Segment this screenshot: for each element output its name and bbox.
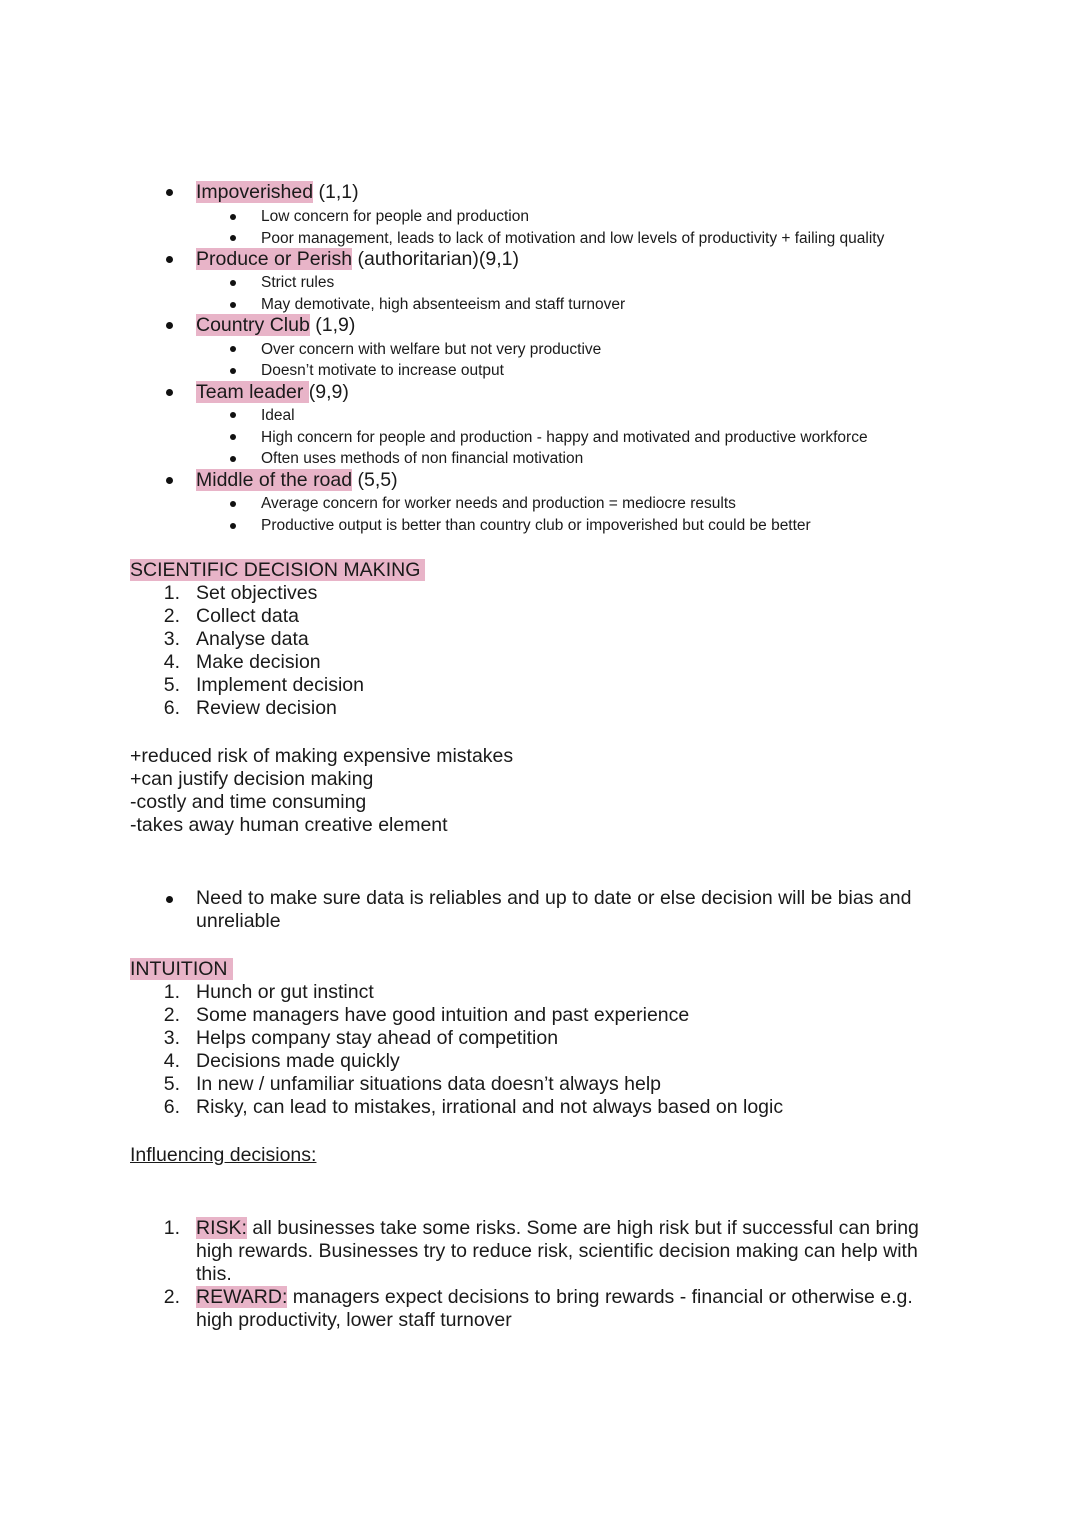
list-number: 4. [163,651,180,673]
list-item: Review decision [196,697,337,719]
bullet [230,346,236,352]
style-name: Middle of the road [196,469,353,491]
pros-cons-line: +reduced risk of making expensive mistakes [130,745,514,767]
list-item: Make decision [196,651,321,673]
list-number: 6. [163,697,180,719]
list-number: 5. [163,674,180,696]
list-item: Collect data [196,605,299,627]
influence-label: RISK: [196,1217,247,1239]
style-heading [196,314,355,337]
list-number: 1. [163,981,180,1003]
list-number: 3. [163,1027,180,1049]
note-line: Need to make sure data is reliables and up to date or else decision will be bias and [196,887,912,909]
bullet [230,523,236,529]
list-number: 3. [163,628,180,650]
influence-item-line: high productivity, lower staff turnover [196,1309,512,1331]
section-heading-text: SCIENTIFIC DECISION MAKING [130,559,425,581]
list-item: Risky, can lead to mistakes, irrational and not always based on logic [196,1096,784,1118]
bullet [166,477,173,484]
bullet [166,322,173,329]
style-point: Low concern for people and production [261,208,529,225]
bullet [230,501,236,507]
bullet [230,412,236,418]
list-item: Analyse data [196,628,309,650]
section-heading [130,559,425,582]
list-number: 6. [163,1096,180,1118]
style-heading [196,381,349,404]
section-heading [130,958,233,981]
bullet [166,389,173,396]
list-number: 2. [163,1286,180,1308]
style-point: Doesn’t motivate to increase output [261,362,504,379]
list-number: 1. [163,1217,180,1239]
style-coords: (5,5) [352,469,398,491]
list-number: 1. [163,582,180,604]
list-item: Decisions made quickly [196,1050,400,1072]
style-name: Country Club [196,314,310,336]
bullet [230,368,236,374]
pros-cons-line: -takes away human creative element [130,814,448,836]
note-line: unreliable [196,910,281,932]
list-number: 4. [163,1050,180,1072]
list-number: 2. [163,605,180,627]
style-name: Produce or Perish [196,248,353,270]
style-name: Impoverished [196,181,314,203]
list-item: In new / unfamiliar situations data doesn’t always help [196,1073,662,1095]
style-point: Average concern for worker needs and production = mediocre results [261,495,736,512]
style-name: Team leader [196,381,309,403]
section-heading: Influencing decisions: [130,1144,317,1166]
section-heading-text: INTUITION [130,958,233,980]
list-item: Some managers have good intuition and past experience [196,1004,690,1026]
influence-item-line [196,1286,913,1309]
style-point: Strict rules [261,274,335,291]
style-point: Productive output is better than country club or impoverished but could be better [261,517,811,534]
list-number: 2. [163,1004,180,1026]
influence-text: all businesses take some risks. Some are high risk but if successful can bring [246,1217,919,1239]
style-coords: (1,9) [309,314,356,336]
style-point: Often uses methods of non financial motivation [261,450,584,467]
style-point: Ideal [261,407,295,424]
pros-cons-line: +can justify decision making [130,768,374,790]
list-number: 5. [163,1073,180,1095]
influence-text: managers expect decisions to bring rewards - financial or otherwise e.g. [287,1286,913,1308]
bullet [230,280,236,286]
bullet [166,189,173,196]
influence-item-line: high rewards. Businesses try to reduce risk, scientific decision making can help with [196,1240,918,1262]
bullet [230,302,236,308]
list-item: Helps company stay ahead of competition [196,1027,559,1049]
style-coords: (authoritarian)(9,1) [352,248,519,270]
influence-item-line [196,1217,919,1240]
bullet [230,235,236,241]
bullet [230,214,236,220]
list-item: Set objectives [196,582,318,604]
bullet [166,256,173,263]
style-point: Poor management, leads to lack of motivation and low levels of productivity + failing quality [261,230,885,247]
bullet [230,456,236,462]
style-point: High concern for people and production - happy and motivated and productive workforce [261,429,868,446]
style-heading [196,181,359,204]
list-item: Hunch or gut instinct [196,981,374,1003]
style-heading [196,469,398,492]
pros-cons-line: -costly and time consuming [130,791,367,813]
style-point: May demotivate, high absenteeism and staff turnover [261,296,626,313]
style-coords: (9,9) [308,381,349,403]
bullet [230,434,236,440]
list-item: Implement decision [196,674,364,696]
influence-label: REWARD: [196,1286,288,1308]
style-coords: (1,1) [313,181,359,203]
style-point: Over concern with welfare but not very productive [261,341,602,358]
style-heading [196,248,519,271]
bullet [166,896,173,903]
influence-item-line: this. [196,1263,232,1285]
